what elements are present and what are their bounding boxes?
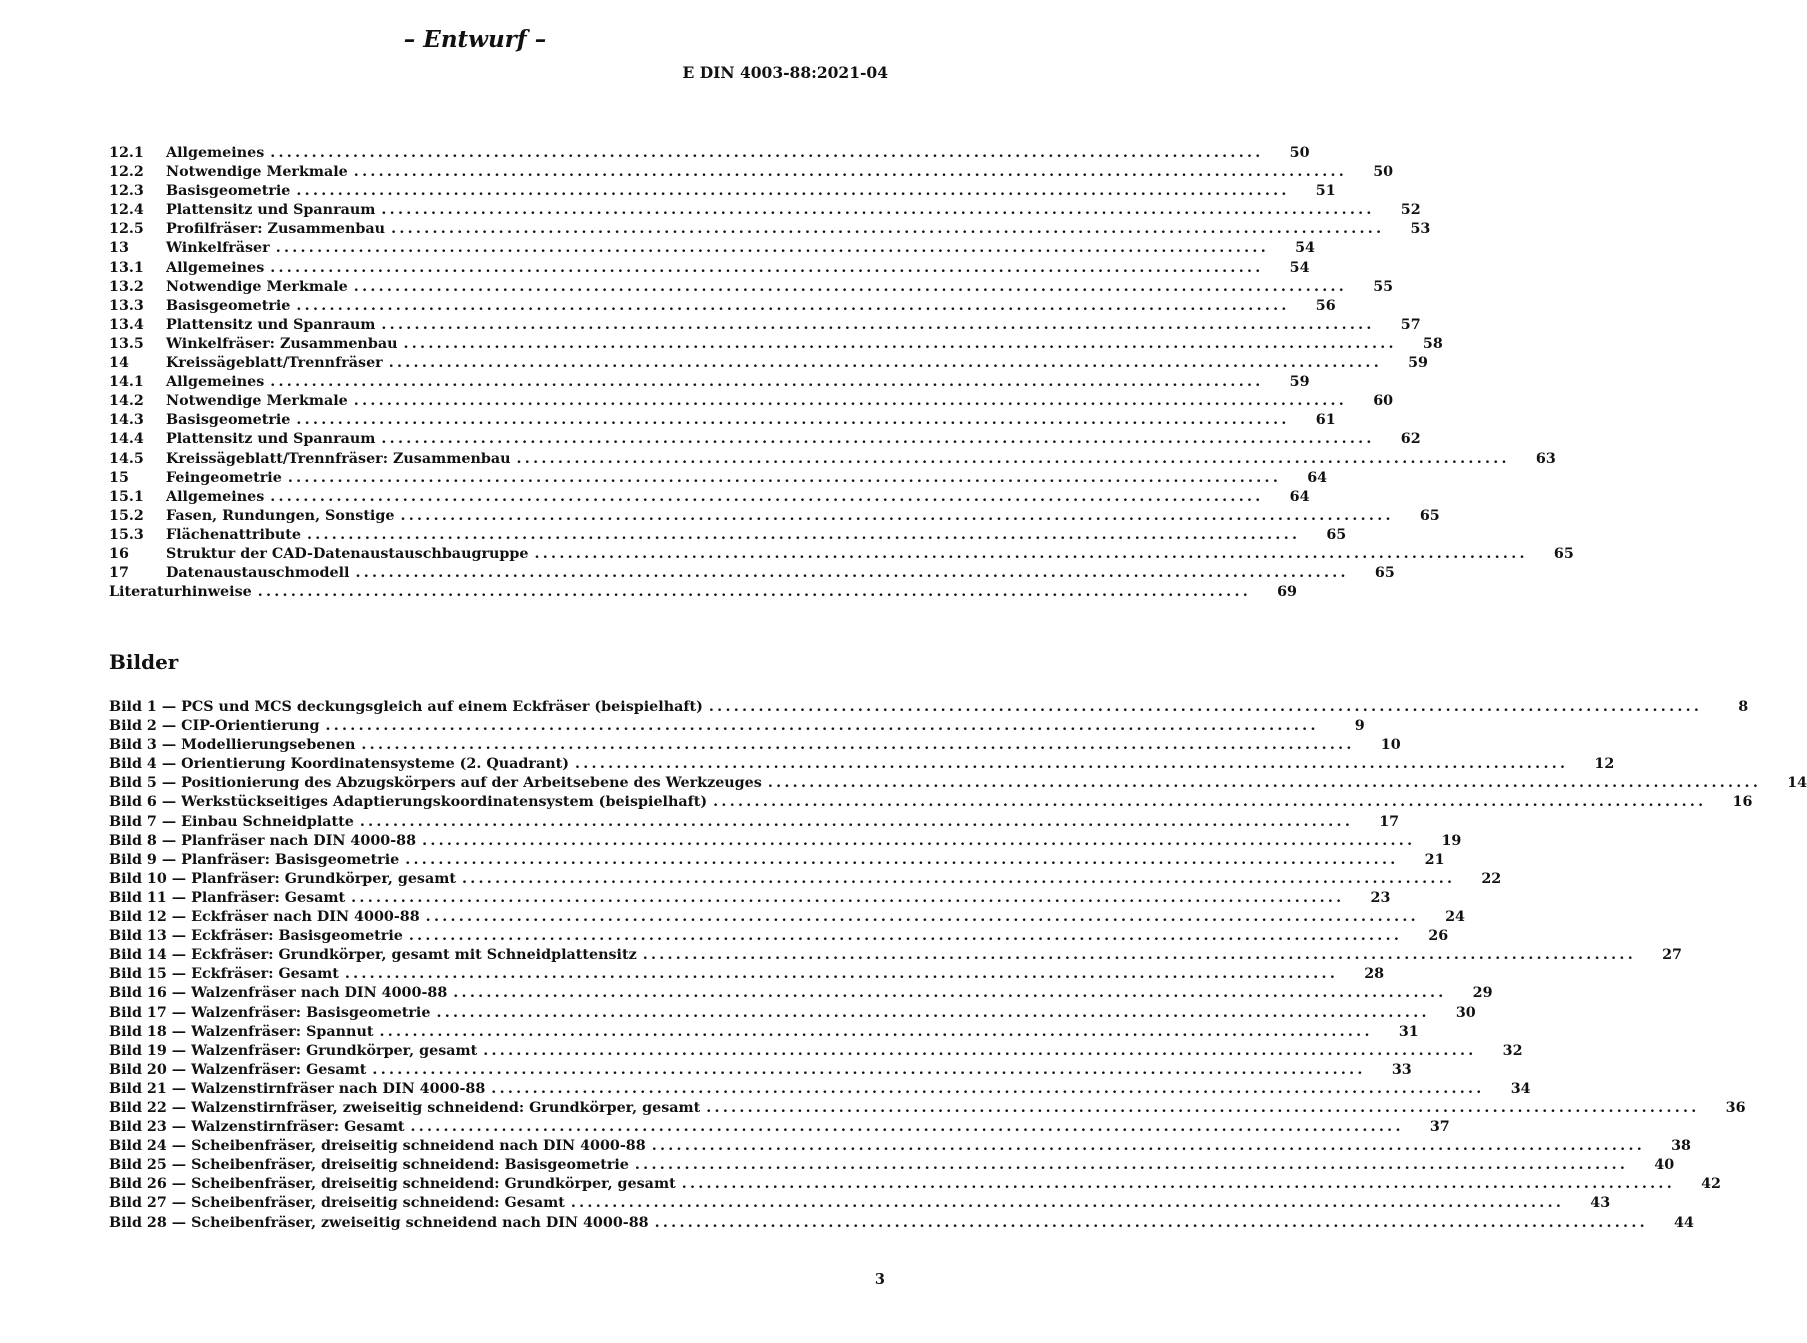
entry-title: Bild 18 — Walzenfräser: Spannut: [109, 1023, 374, 1040]
entry-title: Fasen, Rundungen, Sonstige: [166, 507, 395, 524]
entry-title: Bild 11 — Planfräser: Gesamt: [109, 889, 346, 906]
entry-number: 17: [109, 565, 129, 582]
dot-leader: ........................................................................................................................: [381, 431, 1375, 448]
dot-leader: ........................................................................................................................: [344, 966, 1339, 983]
dot-leader: ........................................................................................................................: [654, 1214, 1648, 1231]
entry-title: Bild 3 — Modellierungsebenen: [109, 737, 356, 754]
dot-leader: ........................................................................................................................: [391, 221, 1385, 238]
entry-page: 31: [1398, 1023, 1419, 1040]
table-of-contents: [109, 144, 1574, 602]
dot-leader: ........................................................................................................................: [296, 183, 1290, 200]
entry-page: 24: [1445, 909, 1465, 926]
entry-title: Basisgeometrie: [166, 297, 291, 314]
entry-title: Bild 6 — Werkstückseitiges Adaptierungskoordinatensystem (beispielhaft): [109, 794, 708, 811]
dot-leader: ........................................................................................................................: [570, 1195, 1565, 1212]
dot-leader: ........................................................................................................................: [410, 1119, 1404, 1136]
entry-page: 62: [1400, 431, 1421, 448]
entry-page: 63: [1535, 450, 1556, 467]
dot-leader: ........................................................................................................................: [257, 584, 1252, 601]
entry-number: 13.5: [109, 335, 144, 352]
figure-entry[interactable]: [109, 946, 1682, 965]
entry-page: 42: [1701, 1176, 1721, 1193]
dot-leader: ........................................................................................................................: [353, 278, 1348, 295]
entry-page: 9: [1354, 718, 1365, 735]
toc-entry[interactable]: [109, 335, 1443, 354]
figure-entry[interactable]: [109, 755, 1615, 774]
entry-page: 50: [1289, 145, 1310, 161]
toc-entry[interactable]: [109, 182, 1336, 201]
dot-leader: ........................................................................................................................: [353, 393, 1348, 410]
entry-number: 14.5: [109, 450, 144, 467]
dot-leader: ........................................................................................................................: [422, 832, 1416, 849]
figure-entry[interactable]: [109, 736, 1401, 755]
entry-number: 12.1: [109, 145, 144, 161]
figure-entry[interactable]: [109, 832, 1462, 851]
toc-entry[interactable]: [109, 259, 1310, 278]
entry-page: 52: [1400, 202, 1421, 219]
dot-leader: ........................................................................................................................: [381, 202, 1375, 219]
entry-title: Bild 19 — Walzenfräser: Grundkörper, gesamt: [109, 1042, 478, 1059]
entry-page: 23: [1370, 889, 1391, 906]
entry-number: 12.3: [109, 183, 144, 200]
dot-leader: ........................................................................................................................: [372, 1061, 1366, 1078]
toc-entry[interactable]: [109, 201, 1421, 220]
entry-title: Bild 5 — Positionierung des Abzugskörpers auf der Arbeitsebene des Werkzeuges: [109, 775, 762, 792]
entry-title: Bild 20 — Walzenfräser: Gesamt: [109, 1061, 367, 1078]
entry-page: 51: [1315, 183, 1336, 200]
entry-title: Notwendige Merkmale: [166, 278, 348, 295]
entry-page: 64: [1307, 469, 1328, 486]
entry-title: Allgemeines: [166, 488, 265, 505]
figure-entry[interactable]: [109, 793, 1753, 812]
entry-title: Feingeometrie: [166, 469, 282, 486]
dot-leader: ........................................................................................................................: [642, 947, 1636, 964]
dot-leader: ........................................................................................................................: [483, 1042, 1477, 1059]
entry-title: Plattensitz und Spanraum: [166, 316, 376, 333]
dot-leader: ........................................................................................................................: [681, 1176, 1675, 1193]
entry-title: Bild 12 — Eckfräser nach DIN 4000-88: [109, 909, 420, 926]
dot-leader: ........................................................................................................................: [516, 450, 1510, 467]
entry-title: Bild 24 — Scheibenfräser, dreiseitig schneidend nach DIN 4000-88: [109, 1138, 646, 1155]
entry-number: 14.3: [109, 412, 144, 429]
entry-title: Literaturhinweise: [109, 584, 252, 601]
dot-leader: ........................................................................................................................: [306, 526, 1301, 543]
entry-title: Datenaustauschmodell: [166, 565, 350, 582]
entry-number: 13.3: [109, 297, 144, 314]
toc-entry[interactable]: [109, 507, 1440, 526]
entry-page: 64: [1289, 488, 1310, 505]
entry-number: 15: [109, 469, 129, 486]
toc-entry[interactable]: [109, 545, 1574, 564]
entry-page: 14: [1787, 775, 1807, 792]
entry-title: Plattensitz und Spanraum: [166, 431, 376, 448]
figures-heading: Bilder: [109, 650, 179, 674]
entry-title: Basisgeometrie: [166, 412, 291, 429]
document-id: E DIN 4003-88:2021-04: [682, 63, 888, 82]
entry-page: 29: [1472, 985, 1493, 1002]
dot-leader: ........................................................................................................................: [388, 355, 1382, 372]
entry-page: 59: [1289, 374, 1310, 391]
entry-title: Notwendige Merkmale: [166, 164, 348, 181]
entry-title: Bild 26 — Scheibenfräser, dreiseitig schneidend: Grundkörper, gesamt: [109, 1176, 676, 1193]
dot-leader: ........................................................................................................................: [353, 164, 1348, 181]
dot-leader: ........................................................................................................................: [651, 1138, 1646, 1155]
figure-entry[interactable]: [109, 870, 1502, 889]
figure-entry[interactable]: [109, 927, 1449, 946]
entry-number: 12.4: [109, 202, 144, 219]
toc-entry[interactable]: [109, 144, 1310, 163]
dot-leader: ........................................................................................................................: [355, 565, 1349, 582]
entry-page: 58: [1422, 335, 1443, 352]
dot-leader: ........................................................................................................................: [270, 259, 1264, 276]
entry-page: 33: [1391, 1061, 1412, 1078]
figure-entry[interactable]: [109, 965, 1385, 984]
entry-page: 59: [1408, 355, 1428, 372]
entry-title: Bild 27 — Scheibenfräser, dreiseitig schneidend: Gesamt: [109, 1195, 565, 1212]
figure-entry[interactable]: [109, 1042, 1523, 1061]
figure-entry[interactable]: [109, 889, 1391, 908]
toc-entry[interactable]: [109, 354, 1428, 373]
dot-leader: ........................................................................................................................: [708, 699, 1703, 715]
entry-page: 65: [1419, 507, 1440, 524]
entry-page: 19: [1441, 832, 1462, 849]
dot-leader: ........................................................................................................................: [491, 1080, 1485, 1097]
entry-page: 10: [1380, 737, 1401, 754]
entry-title: Bild 22 — Walzenstirnfräser, zweiseitig schneidend: Grundkörper, gesamt: [109, 1099, 701, 1116]
dot-leader: ........................................................................................................................: [461, 870, 1456, 887]
entry-title: Bild 23 — Walzenstirnfräser: Gesamt: [109, 1119, 405, 1136]
entry-number: 12.2: [109, 164, 144, 181]
toc-entry[interactable]: [109, 392, 1394, 411]
dot-leader: ........................................................................................................................: [453, 985, 1447, 1002]
entry-title: Kreissägeblatt/Trennfräser: Zusammenbau: [166, 450, 511, 467]
toc-entry[interactable]: [109, 526, 1347, 545]
entry-page: 32: [1502, 1042, 1523, 1059]
entry-title: Winkelfräser: Zusammenbau: [166, 335, 398, 352]
entry-title: Winkelfräser: [166, 240, 270, 257]
entry-number: 12.5: [109, 221, 144, 238]
toc-entry[interactable]: [109, 583, 1298, 602]
toc-entry[interactable]: [109, 316, 1421, 335]
entry-title: Allgemeines: [166, 259, 265, 276]
entry-title: Bild 2 — CIP-Orientierung: [109, 718, 320, 735]
entry-title: Struktur der CAD-Datenaustauschbaugruppe: [166, 545, 529, 562]
entry-title: Notwendige Merkmale: [166, 393, 348, 410]
dot-leader: ........................................................................................................................: [425, 909, 1419, 926]
entry-page: 50: [1373, 164, 1394, 181]
entry-page: 21: [1424, 851, 1445, 868]
page-number: 3: [874, 1271, 885, 1288]
entry-number: 13.2: [109, 278, 144, 295]
toc-entry[interactable]: [109, 220, 1431, 239]
entry-page: 53: [1410, 221, 1431, 238]
entry-number: 14.2: [109, 393, 144, 410]
dot-leader: ........................................................................................................................: [408, 928, 1403, 945]
dot-leader: ........................................................................................................................: [403, 335, 1397, 352]
entry-page: 34: [1510, 1080, 1531, 1097]
entry-number: 14.4: [109, 431, 144, 448]
entry-page: 30: [1455, 1004, 1476, 1021]
entry-page: 37: [1429, 1119, 1450, 1136]
entry-title: Bild 9 — Planfräser: Basisgeometrie: [109, 851, 400, 868]
dot-leader: ........................................................................................................................: [351, 889, 1345, 906]
figure-entry[interactable]: [109, 1118, 1450, 1137]
toc-entry[interactable]: [109, 488, 1310, 507]
figure-entry[interactable]: [109, 1061, 1412, 1080]
entry-page: 22: [1481, 870, 1502, 887]
entry-title: Bild 21 — Walzenstirnfräser nach DIN 4000-88: [109, 1080, 486, 1097]
entry-page: 36: [1725, 1099, 1746, 1116]
figure-entry[interactable]: [109, 1214, 1694, 1233]
dot-leader: ........................................................................................................................: [575, 756, 1569, 773]
entry-page: 57: [1400, 316, 1421, 333]
entry-title: Flächenattribute: [166, 526, 301, 543]
entry-title: Bild 8 — Planfräser nach DIN 4000-88: [109, 832, 417, 849]
dot-leader: ........................................................................................................................: [634, 1157, 1629, 1174]
toc-entry[interactable]: [109, 430, 1421, 449]
figure-entry[interactable]: [109, 1137, 1692, 1156]
entry-page: 26: [1428, 928, 1449, 945]
dot-leader: ........................................................................................................................: [270, 374, 1264, 391]
dot-leader: ........................................................................................................................: [296, 297, 1290, 314]
figure-entry[interactable]: [109, 1099, 1746, 1118]
entry-page: 69: [1277, 584, 1298, 601]
entry-number: 15.1: [109, 488, 144, 505]
entry-number: 14: [109, 355, 129, 372]
figure-entry[interactable]: [109, 1004, 1476, 1023]
toc-entry[interactable]: [109, 469, 1328, 488]
entry-title: Bild 1 — PCS und MCS deckungsgleich auf einem Eckfräser (beispielhaft): [109, 699, 703, 715]
toc-entry[interactable]: [109, 450, 1556, 469]
entry-title: Bild 28 — Scheibenfräser, zweiseitig schneidend nach DIN 4000-88: [109, 1214, 649, 1231]
entry-title: Bild 25 — Scheibenfräser, dreiseitig schneidend: Basisgeometrie: [109, 1157, 629, 1174]
figure-entry[interactable]: [109, 698, 1749, 717]
entry-number: 16: [109, 545, 129, 562]
entry-number: 15.3: [109, 526, 144, 543]
entry-page: 60: [1373, 393, 1394, 410]
entry-page: 16: [1732, 794, 1753, 811]
figure-entry[interactable]: [109, 774, 1807, 793]
entry-title: Bild 17 — Walzenfräser: Basisgeometrie: [109, 1004, 431, 1021]
dot-leader: ........................................................................................................................: [359, 813, 1354, 830]
dot-leader: ........................................................................................................................: [361, 737, 1355, 754]
figure-entry[interactable]: [109, 1023, 1419, 1042]
entry-title: Profilfräser: Zusammenbau: [166, 221, 386, 238]
toc-entry[interactable]: [109, 239, 1315, 258]
dot-leader: ........................................................................................................................: [275, 240, 1269, 257]
dot-leader: ........................................................................................................................: [436, 1004, 1430, 1021]
entry-page: 38: [1671, 1138, 1692, 1155]
entry-title: Bild 13 — Eckfräser: Basisgeometrie: [109, 928, 403, 945]
dot-leader: ........................................................................................................................: [325, 718, 1319, 735]
entry-page: 27: [1662, 947, 1682, 964]
entry-title: Kreissägeblatt/Trennfräser: [166, 355, 383, 372]
entry-page: 55: [1373, 278, 1394, 295]
figure-entry[interactable]: [109, 717, 1365, 736]
entry-number: 13: [109, 240, 129, 257]
dot-leader: ........................................................................................................................: [706, 1099, 1700, 1116]
entry-title: Bild 16 — Walzenfräser nach DIN 4000-88: [109, 985, 448, 1002]
toc-entry[interactable]: [109, 564, 1395, 583]
dot-leader: ........................................................................................................................: [381, 316, 1375, 333]
entry-page: 61: [1315, 412, 1336, 429]
entry-page: 54: [1295, 240, 1315, 257]
toc-entry[interactable]: [109, 297, 1336, 316]
dot-leader: ........................................................................................................................: [400, 507, 1394, 524]
figure-entry[interactable]: [109, 1080, 1531, 1099]
entry-title: Basisgeometrie: [166, 183, 291, 200]
entry-page: 17: [1379, 813, 1400, 830]
dot-leader: ........................................................................................................................: [296, 412, 1290, 429]
draft-label: – Entwurf –: [403, 26, 547, 53]
entry-page: 54: [1289, 259, 1310, 276]
figure-entry[interactable]: [109, 851, 1445, 870]
dot-leader: ........................................................................................................................: [379, 1023, 1373, 1040]
entry-title: Bild 14 — Eckfräser: Grundkörper, gesamt mit Schneidplattensitz: [109, 947, 637, 964]
entry-page: 43: [1590, 1195, 1611, 1212]
figure-entry[interactable]: [109, 908, 1465, 927]
dot-leader: ........................................................................................................................: [287, 469, 1282, 486]
dot-leader: ........................................................................................................................: [713, 794, 1707, 811]
entry-title: Bild 10 — Planfräser: Grundkörper, gesamt: [109, 870, 456, 887]
toc-entry[interactable]: [109, 373, 1310, 392]
entry-page: 12: [1594, 756, 1615, 773]
toc-entry[interactable]: [109, 278, 1394, 297]
entry-page: 40: [1654, 1157, 1675, 1174]
entry-page: 8: [1738, 699, 1749, 715]
dot-leader: ........................................................................................................................: [534, 545, 1528, 562]
toc-entry[interactable]: [109, 411, 1336, 430]
entry-number: 13.1: [109, 259, 144, 276]
dot-leader: ........................................................................................................................: [270, 145, 1264, 161]
entry-page: 65: [1374, 565, 1395, 582]
entry-title: Plattensitz und Spanraum: [166, 202, 376, 219]
entry-title: Bild 15 — Eckfräser: Gesamt: [109, 966, 339, 983]
toc-entry[interactable]: [109, 163, 1394, 182]
figure-entry[interactable]: [109, 1175, 1721, 1194]
dot-leader: ........................................................................................................................: [405, 851, 1399, 868]
dot-leader: ........................................................................................................................: [270, 488, 1264, 505]
figure-entry[interactable]: [109, 1156, 1675, 1175]
entry-title: Bild 7 — Einbau Schneidplatte: [109, 813, 354, 830]
figure-entry[interactable]: [109, 813, 1400, 832]
figure-entry[interactable]: [109, 1194, 1611, 1213]
entry-number: 15.2: [109, 507, 144, 524]
entry-number: 14.1: [109, 374, 144, 391]
entry-number: 13.4: [109, 316, 144, 333]
entry-page: 28: [1364, 966, 1385, 983]
entry-title: Allgemeines: [166, 374, 265, 391]
entry-page: 44: [1674, 1214, 1694, 1231]
entry-page: 56: [1315, 297, 1336, 314]
entry-page: 65: [1326, 526, 1347, 543]
list-of-figures: [109, 698, 1807, 1233]
entry-title: Bild 4 — Orientierung Koordinatensysteme (2. Quadrant): [109, 756, 569, 773]
dot-leader: ........................................................................................................................: [767, 775, 1762, 792]
figure-entry[interactable]: [109, 984, 1493, 1003]
entry-title: Allgemeines: [166, 145, 265, 161]
entry-page: 65: [1553, 545, 1574, 562]
